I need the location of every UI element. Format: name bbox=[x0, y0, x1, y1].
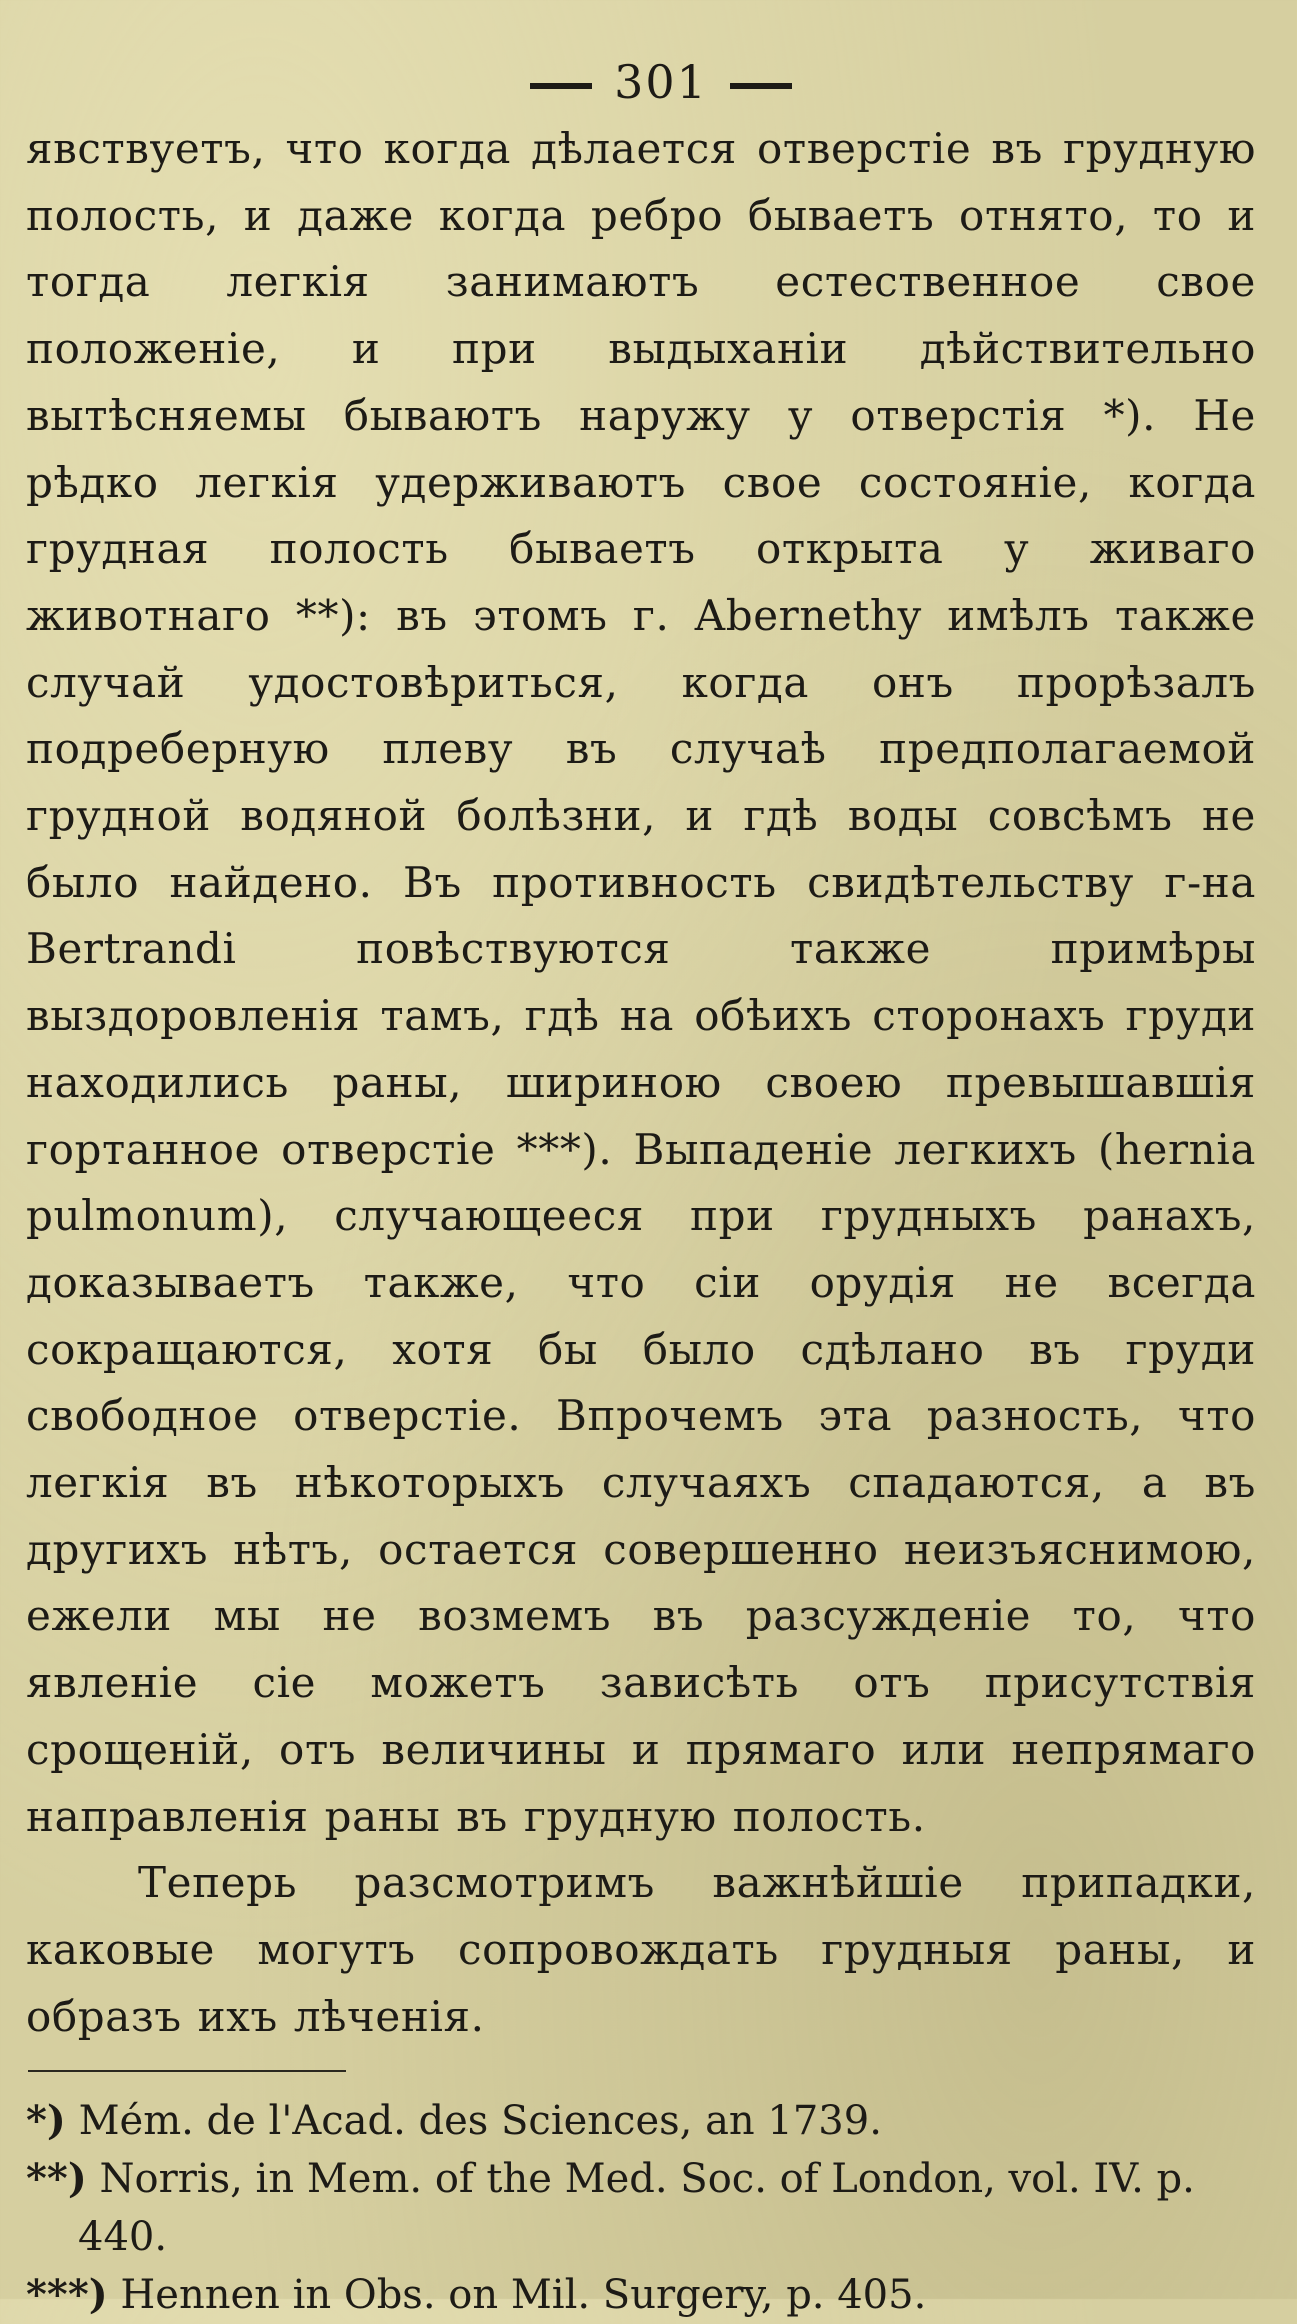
footnote-text: Mém. de l'Acad. des Sciences, an 1739. bbox=[78, 2098, 882, 2145]
footnote-text: Norris, in Mem. of the Med. Soc. of London, vol. IV. p. 440. bbox=[78, 2156, 1195, 2261]
book-page bbox=[26, 52, 1256, 2324]
paragraph-1: явствуетъ, что когда дѣлается отверстіе въ грудную полость, и даже когда ребро бываетъ отнято, то и тогда легкія занимаютъ естественное свое положеніе, и при выдыханіи дѣйствительно вытѣсняемы бываютъ наружу у отверстія *). Не рѣдко легкія удерживаютъ свое состояніе, когда грудная полость бываетъ открыта у живаго животнаго **): въ этомъ г. Abernethy имѣлъ также случай удостовѣриться, когда онъ прорѣзалъ подреберную плеву въ случаѣ предполагаемой грудной водяной болѣзни, и гдѣ воды совсѣмъ не было найдено. Въ противность свидѣтельству г-на Bertrandi повѣствуются также примѣры выздоровленія тамъ, гдѣ на обѣихъ сторонахъ груди находились раны, шириною своею превышавшія гортанное отверстіе ***). Выпаденіе легкихъ (hernia pulmonum), случающееся при грудныхъ ранахъ, доказываетъ также, что сіи орудія не всегда сокращаются, хотя бы было сдѣлано въ груди свободное отверстіе. Впрочемъ эта разность, что легкія въ нѣкоторыхъ случаяхъ спадаются, а въ другихъ нѣтъ, остается совершенно неизъяснимою, ежели мы не возмемъ въ разсужденіе то, что явленіе сіе можетъ зависѣть отъ присутствія срощеній, отъ величины и прямаго или непрямаго направленія раны въ грудную полость. bbox=[26, 124, 1256, 1841]
footnote-mark: *) bbox=[26, 2097, 66, 2145]
footnote-3 bbox=[26, 2266, 1256, 2324]
footnote-1 bbox=[26, 2092, 1256, 2150]
footnote-divider bbox=[28, 2070, 346, 2072]
left-dash-ornament bbox=[530, 83, 592, 89]
page-header bbox=[26, 52, 1256, 116]
main-text bbox=[26, 116, 1256, 2050]
footnote-text: Hennen in Obs. on Mil. Surgery, p. 405. bbox=[120, 2272, 927, 2319]
footnote-2 bbox=[26, 2150, 1258, 2266]
footnote-mark: **) bbox=[26, 2155, 87, 2203]
right-dash-ornament bbox=[730, 83, 792, 89]
page-number: 301 bbox=[614, 55, 708, 109]
paragraph-2: Теперь разсмотримъ важнѣйшіе припадки, каковые могутъ сопровождать грудныя раны, и образъ ихъ лѣченія. bbox=[26, 1858, 1256, 2041]
footnotes bbox=[26, 2092, 1256, 2324]
footnote-mark: ***) bbox=[26, 2271, 108, 2319]
